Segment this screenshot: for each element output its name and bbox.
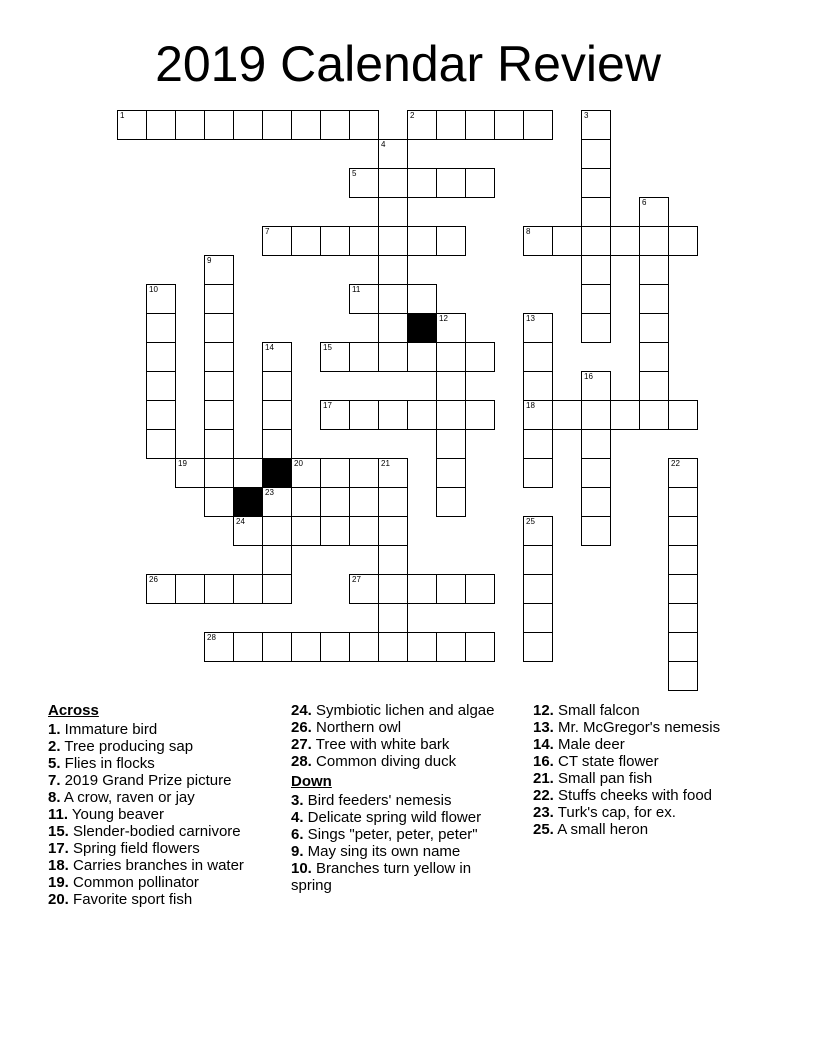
clue-text: A small heron bbox=[553, 821, 649, 838]
cell-number: 24 bbox=[236, 517, 245, 526]
grid-cell[interactable] bbox=[378, 400, 408, 430]
grid-cell[interactable] bbox=[349, 458, 379, 488]
clue-item bbox=[48, 823, 280, 840]
grid-cell[interactable] bbox=[349, 632, 379, 662]
grid-cell[interactable] bbox=[436, 429, 466, 459]
grid-cell[interactable] bbox=[523, 110, 553, 140]
grid-cell[interactable] bbox=[204, 458, 234, 488]
grid-cell[interactable] bbox=[436, 400, 466, 430]
clue-text: Immature bird bbox=[60, 721, 158, 738]
grid-cell[interactable] bbox=[639, 226, 669, 256]
grid-cell[interactable] bbox=[378, 603, 408, 633]
clue-text: Turk's cap, for ex. bbox=[553, 804, 676, 821]
cell-number: 8 bbox=[526, 227, 531, 236]
clue-number: 1. bbox=[48, 721, 61, 738]
clues-column-3 bbox=[533, 702, 773, 838]
grid-cell[interactable] bbox=[175, 458, 205, 488]
grid-cell[interactable] bbox=[523, 371, 553, 401]
clue-item bbox=[291, 826, 516, 843]
cell-number: 16 bbox=[584, 372, 593, 381]
cell-number: 20 bbox=[294, 459, 303, 468]
grid-cell[interactable] bbox=[378, 226, 408, 256]
clue-item bbox=[533, 719, 773, 736]
grid-cell[interactable] bbox=[378, 545, 408, 575]
clue-number: 19. bbox=[48, 874, 69, 891]
cell-number: 7 bbox=[265, 227, 270, 236]
grid-cell[interactable] bbox=[262, 516, 292, 546]
grid-cell[interactable] bbox=[639, 400, 669, 430]
grid-cell[interactable] bbox=[146, 313, 176, 343]
grid-cell[interactable] bbox=[262, 371, 292, 401]
grid-cell[interactable] bbox=[668, 574, 698, 604]
clue-text: Bird feeders' nemesis bbox=[303, 792, 452, 809]
grid-cell[interactable] bbox=[523, 516, 553, 546]
grid-cell[interactable] bbox=[117, 110, 147, 140]
grid-cell[interactable] bbox=[407, 284, 437, 314]
grid-cell[interactable] bbox=[378, 458, 408, 488]
grid-cell[interactable] bbox=[610, 400, 640, 430]
clue-item bbox=[48, 772, 280, 789]
grid-cell[interactable] bbox=[668, 400, 698, 430]
grid-cell[interactable] bbox=[233, 632, 263, 662]
grid-cell[interactable] bbox=[436, 574, 466, 604]
grid-cell[interactable] bbox=[407, 400, 437, 430]
grid-cell[interactable] bbox=[668, 632, 698, 662]
down-header: Down bbox=[291, 773, 332, 790]
grid-cell[interactable] bbox=[146, 342, 176, 372]
grid-cell[interactable] bbox=[291, 110, 321, 140]
grid-cell[interactable] bbox=[436, 110, 466, 140]
grid-cell[interactable] bbox=[146, 110, 176, 140]
clue-item bbox=[533, 787, 773, 804]
grid-cell[interactable] bbox=[349, 110, 379, 140]
grid-cell[interactable] bbox=[262, 429, 292, 459]
grid-cell[interactable] bbox=[581, 400, 611, 430]
clue-item bbox=[48, 738, 280, 755]
clue-number: 13. bbox=[533, 719, 554, 736]
grid-cell[interactable] bbox=[291, 458, 321, 488]
grid-cell[interactable] bbox=[262, 226, 292, 256]
clue-number: 16. bbox=[533, 753, 554, 770]
clues-column-1 bbox=[48, 702, 280, 908]
black-square bbox=[233, 487, 263, 517]
grid-cell[interactable] bbox=[436, 313, 466, 343]
grid-cell[interactable] bbox=[523, 313, 553, 343]
cell-number: 19 bbox=[178, 459, 187, 468]
grid-cell[interactable] bbox=[204, 313, 234, 343]
cell-number: 21 bbox=[381, 459, 390, 468]
clue-text: Spring field flowers bbox=[68, 840, 200, 857]
grid-cell[interactable] bbox=[465, 342, 495, 372]
clue-item bbox=[533, 753, 773, 770]
black-square bbox=[407, 313, 437, 343]
cell-number: 14 bbox=[265, 343, 274, 352]
grid-cell[interactable] bbox=[581, 313, 611, 343]
clue-text: Tree producing sap bbox=[60, 738, 194, 755]
grid-cell[interactable] bbox=[407, 574, 437, 604]
grid-cell[interactable] bbox=[465, 574, 495, 604]
grid-cell[interactable] bbox=[436, 226, 466, 256]
grid-cell[interactable] bbox=[204, 400, 234, 430]
grid-cell[interactable] bbox=[378, 516, 408, 546]
grid-cell[interactable] bbox=[320, 487, 350, 517]
clue-text: Small pan fish bbox=[553, 770, 653, 787]
clue-list-col2b bbox=[291, 792, 516, 894]
grid-cell[interactable] bbox=[552, 400, 582, 430]
grid-cell[interactable] bbox=[668, 545, 698, 575]
clue-item bbox=[291, 809, 516, 826]
clue-text: Young beaver bbox=[68, 806, 164, 823]
clue-item bbox=[48, 891, 280, 908]
grid-cell[interactable] bbox=[378, 487, 408, 517]
clue-number: 5. bbox=[48, 755, 61, 772]
clue-text: Common pollinator bbox=[68, 874, 199, 891]
clue-item bbox=[48, 840, 280, 857]
grid-cell[interactable] bbox=[523, 342, 553, 372]
across-header: Across bbox=[48, 702, 99, 719]
grid-cell[interactable] bbox=[378, 139, 408, 169]
cell-number: 11 bbox=[352, 285, 361, 294]
grid-cell[interactable] bbox=[436, 458, 466, 488]
grid-cell[interactable] bbox=[378, 168, 408, 198]
clue-item bbox=[291, 792, 516, 809]
clue-text: Symbiotic lichen and algae bbox=[311, 702, 495, 719]
grid-cell[interactable] bbox=[581, 197, 611, 227]
clue-item bbox=[48, 874, 280, 891]
grid-cell[interactable] bbox=[523, 226, 553, 256]
cell-number: 5 bbox=[352, 169, 357, 178]
clue-number: 12. bbox=[533, 702, 554, 719]
clues-column-2 bbox=[291, 702, 516, 894]
clue-list-col1 bbox=[48, 721, 280, 908]
grid-cell[interactable] bbox=[175, 110, 205, 140]
grid-cell[interactable] bbox=[494, 110, 524, 140]
grid-cell[interactable] bbox=[378, 342, 408, 372]
grid-cell[interactable] bbox=[378, 632, 408, 662]
cell-number: 17 bbox=[323, 401, 332, 410]
clue-number: 14. bbox=[533, 736, 554, 753]
clue-item bbox=[48, 857, 280, 874]
clue-list-col2a bbox=[291, 702, 516, 770]
grid-cell[interactable] bbox=[262, 574, 292, 604]
grid-cell[interactable] bbox=[668, 603, 698, 633]
clue-item bbox=[533, 821, 773, 838]
grid-cell[interactable] bbox=[291, 632, 321, 662]
grid-cell[interactable] bbox=[436, 632, 466, 662]
clue-item bbox=[291, 753, 516, 770]
grid-cell[interactable] bbox=[262, 632, 292, 662]
grid-cell[interactable] bbox=[465, 400, 495, 430]
grid-cell[interactable] bbox=[581, 487, 611, 517]
grid-cell[interactable] bbox=[639, 197, 669, 227]
clue-number: 17. bbox=[48, 840, 69, 857]
cell-number: 12 bbox=[439, 314, 448, 323]
clue-item bbox=[291, 719, 516, 736]
clue-number: 6. bbox=[291, 826, 304, 843]
grid-cell[interactable] bbox=[378, 313, 408, 343]
cell-number: 22 bbox=[671, 459, 680, 468]
clue-text: Tree with white bark bbox=[311, 736, 450, 753]
black-square bbox=[262, 458, 292, 488]
grid-cell[interactable] bbox=[523, 574, 553, 604]
clue-number: 10. bbox=[291, 860, 312, 877]
grid-cell[interactable] bbox=[639, 342, 669, 372]
grid-cell[interactable] bbox=[349, 400, 379, 430]
grid-cell[interactable] bbox=[204, 342, 234, 372]
cell-number: 27 bbox=[352, 575, 361, 584]
grid-cell[interactable] bbox=[349, 574, 379, 604]
grid-cell[interactable] bbox=[233, 574, 263, 604]
grid-cell[interactable] bbox=[378, 284, 408, 314]
clue-text: CT state flower bbox=[553, 753, 659, 770]
cell-number: 6 bbox=[642, 198, 647, 207]
grid-cell[interactable] bbox=[146, 284, 176, 314]
grid-cell[interactable] bbox=[320, 400, 350, 430]
grid-cell[interactable] bbox=[233, 458, 263, 488]
grid-cell[interactable] bbox=[465, 168, 495, 198]
grid-cell[interactable] bbox=[610, 226, 640, 256]
clue-item bbox=[48, 789, 280, 806]
grid-cell[interactable] bbox=[204, 429, 234, 459]
grid-cell[interactable] bbox=[146, 400, 176, 430]
clue-text: May sing its own name bbox=[303, 843, 461, 860]
grid-cell[interactable] bbox=[639, 313, 669, 343]
grid-cell[interactable] bbox=[349, 226, 379, 256]
clue-item bbox=[533, 804, 773, 821]
clue-text: Favorite sport fish bbox=[68, 891, 193, 908]
grid-cell[interactable] bbox=[349, 487, 379, 517]
grid-cell[interactable] bbox=[146, 371, 176, 401]
clue-item bbox=[533, 770, 773, 787]
grid-cell[interactable] bbox=[349, 516, 379, 546]
grid-cell[interactable] bbox=[407, 226, 437, 256]
clue-text: Carries branches in water bbox=[68, 857, 244, 874]
grid-cell[interactable] bbox=[320, 110, 350, 140]
grid-cell[interactable] bbox=[378, 197, 408, 227]
grid-cell[interactable] bbox=[204, 574, 234, 604]
cell-number: 26 bbox=[149, 575, 158, 584]
cell-number: 3 bbox=[584, 111, 589, 120]
cell-number: 10 bbox=[149, 285, 158, 294]
grid-cell[interactable] bbox=[378, 255, 408, 285]
clue-number: 4. bbox=[291, 809, 304, 826]
page-title: 2019 Calendar Review bbox=[155, 36, 661, 92]
grid-cell[interactable] bbox=[668, 516, 698, 546]
grid-cell[interactable] bbox=[581, 458, 611, 488]
grid-cell[interactable] bbox=[523, 632, 553, 662]
grid-cell[interactable] bbox=[581, 284, 611, 314]
grid-cell[interactable] bbox=[146, 574, 176, 604]
clue-number: 26. bbox=[291, 719, 312, 736]
grid-cell[interactable] bbox=[320, 516, 350, 546]
grid-cell[interactable] bbox=[552, 226, 582, 256]
clue-number: 15. bbox=[48, 823, 69, 840]
grid-cell[interactable] bbox=[320, 458, 350, 488]
clue-item bbox=[48, 806, 280, 823]
cell-number: 9 bbox=[207, 256, 212, 265]
cell-number: 15 bbox=[323, 343, 332, 352]
clue-number: 27. bbox=[291, 736, 312, 753]
grid-cell[interactable] bbox=[262, 545, 292, 575]
grid-cell[interactable] bbox=[639, 284, 669, 314]
clue-list-col3 bbox=[533, 702, 773, 838]
clue-item bbox=[48, 755, 280, 772]
grid-cell[interactable] bbox=[204, 487, 234, 517]
grid-cell[interactable] bbox=[320, 342, 350, 372]
grid-cell[interactable] bbox=[465, 110, 495, 140]
clue-text: A crow, raven or jay bbox=[60, 789, 195, 806]
clue-number: 25. bbox=[533, 821, 554, 838]
clue-text: Male deer bbox=[553, 736, 625, 753]
grid-cell[interactable] bbox=[204, 255, 234, 285]
cell-number: 1 bbox=[120, 111, 125, 120]
clue-text: Mr. McGregor's nemesis bbox=[553, 719, 721, 736]
grid-cell[interactable] bbox=[668, 458, 698, 488]
grid-cell[interactable] bbox=[204, 284, 234, 314]
clue-number: 3. bbox=[291, 792, 304, 809]
clue-text: Branches turn yellow in spring bbox=[291, 860, 472, 894]
grid-cell[interactable] bbox=[175, 574, 205, 604]
grid-cell[interactable] bbox=[233, 516, 263, 546]
grid-cell[interactable] bbox=[407, 110, 437, 140]
clue-number: 23. bbox=[533, 804, 554, 821]
grid-cell[interactable] bbox=[581, 429, 611, 459]
grid-cell[interactable] bbox=[581, 371, 611, 401]
grid-cell[interactable] bbox=[262, 400, 292, 430]
cell-number: 2 bbox=[410, 111, 415, 120]
grid-cell[interactable] bbox=[436, 168, 466, 198]
grid-cell[interactable] bbox=[407, 342, 437, 372]
clue-number: 8. bbox=[48, 789, 61, 806]
grid-cell[interactable] bbox=[668, 487, 698, 517]
grid-cell[interactable] bbox=[291, 516, 321, 546]
clue-number: 11. bbox=[48, 806, 69, 823]
grid-cell[interactable] bbox=[523, 458, 553, 488]
grid-cell[interactable] bbox=[349, 168, 379, 198]
clue-number: 18. bbox=[48, 857, 69, 874]
grid-cell[interactable] bbox=[581, 516, 611, 546]
grid-cell[interactable] bbox=[407, 632, 437, 662]
cell-number: 13 bbox=[526, 314, 535, 323]
cell-number: 25 bbox=[526, 517, 535, 526]
grid-cell[interactable] bbox=[349, 342, 379, 372]
clue-item bbox=[291, 860, 516, 894]
grid-cell[interactable] bbox=[668, 661, 698, 691]
clue-item bbox=[291, 736, 516, 753]
grid-cell[interactable] bbox=[465, 632, 495, 662]
grid-cell[interactable] bbox=[436, 342, 466, 372]
grid-cell[interactable] bbox=[581, 139, 611, 169]
clue-number: 7. bbox=[48, 772, 61, 789]
grid-cell[interactable] bbox=[581, 255, 611, 285]
clue-number: 24. bbox=[291, 702, 312, 719]
grid-cell[interactable] bbox=[639, 371, 669, 401]
clue-number: 9. bbox=[291, 843, 304, 860]
grid-cell[interactable] bbox=[436, 371, 466, 401]
clue-item bbox=[291, 702, 516, 719]
clue-item bbox=[48, 721, 280, 738]
cell-number: 18 bbox=[526, 401, 535, 410]
clue-text: Sings "peter, peter, peter" bbox=[303, 826, 478, 843]
grid-cell[interactable] bbox=[581, 226, 611, 256]
clue-text: Small falcon bbox=[553, 702, 640, 719]
grid-cell[interactable] bbox=[581, 168, 611, 198]
clue-number: 28. bbox=[291, 753, 312, 770]
grid-cell[interactable] bbox=[349, 284, 379, 314]
clue-text: Delicate spring wild flower bbox=[303, 809, 482, 826]
clue-text: 2019 Grand Prize picture bbox=[60, 772, 232, 789]
grid-cell[interactable] bbox=[668, 226, 698, 256]
clue-text: Flies in flocks bbox=[60, 755, 155, 772]
grid-cell[interactable] bbox=[291, 226, 321, 256]
grid-cell[interactable] bbox=[320, 226, 350, 256]
grid-cell[interactable] bbox=[291, 487, 321, 517]
clue-text: Northern owl bbox=[311, 719, 402, 736]
grid-cell[interactable] bbox=[262, 342, 292, 372]
grid-cell[interactable] bbox=[146, 429, 176, 459]
clue-text: Stuffs cheeks with food bbox=[553, 787, 713, 804]
grid-cell[interactable] bbox=[523, 429, 553, 459]
cell-number: 23 bbox=[265, 488, 274, 497]
grid-cell[interactable] bbox=[378, 574, 408, 604]
clue-number: 21. bbox=[533, 770, 554, 787]
clue-number: 22. bbox=[533, 787, 554, 804]
grid-cell[interactable] bbox=[581, 110, 611, 140]
grid-cell[interactable] bbox=[523, 400, 553, 430]
grid-cell[interactable] bbox=[436, 487, 466, 517]
clue-number: 20. bbox=[48, 891, 69, 908]
clue-number: 2. bbox=[48, 738, 61, 755]
grid-cell[interactable] bbox=[523, 603, 553, 633]
grid-cell[interactable] bbox=[204, 110, 234, 140]
cell-number: 28 bbox=[207, 633, 216, 642]
grid-cell[interactable] bbox=[407, 168, 437, 198]
grid-cell[interactable] bbox=[204, 371, 234, 401]
clue-item bbox=[291, 843, 516, 860]
grid-cell[interactable] bbox=[233, 110, 263, 140]
clue-item bbox=[533, 736, 773, 753]
grid-cell[interactable] bbox=[262, 487, 292, 517]
grid-cell[interactable] bbox=[639, 255, 669, 285]
grid-cell[interactable] bbox=[320, 632, 350, 662]
clue-text: Common diving duck bbox=[311, 753, 457, 770]
grid-cell[interactable] bbox=[204, 632, 234, 662]
cell-number: 4 bbox=[381, 140, 386, 149]
clue-item bbox=[533, 702, 773, 719]
grid-cell[interactable] bbox=[262, 110, 292, 140]
clue-text: Slender-bodied carnivore bbox=[68, 823, 241, 840]
grid-cell[interactable] bbox=[523, 545, 553, 575]
